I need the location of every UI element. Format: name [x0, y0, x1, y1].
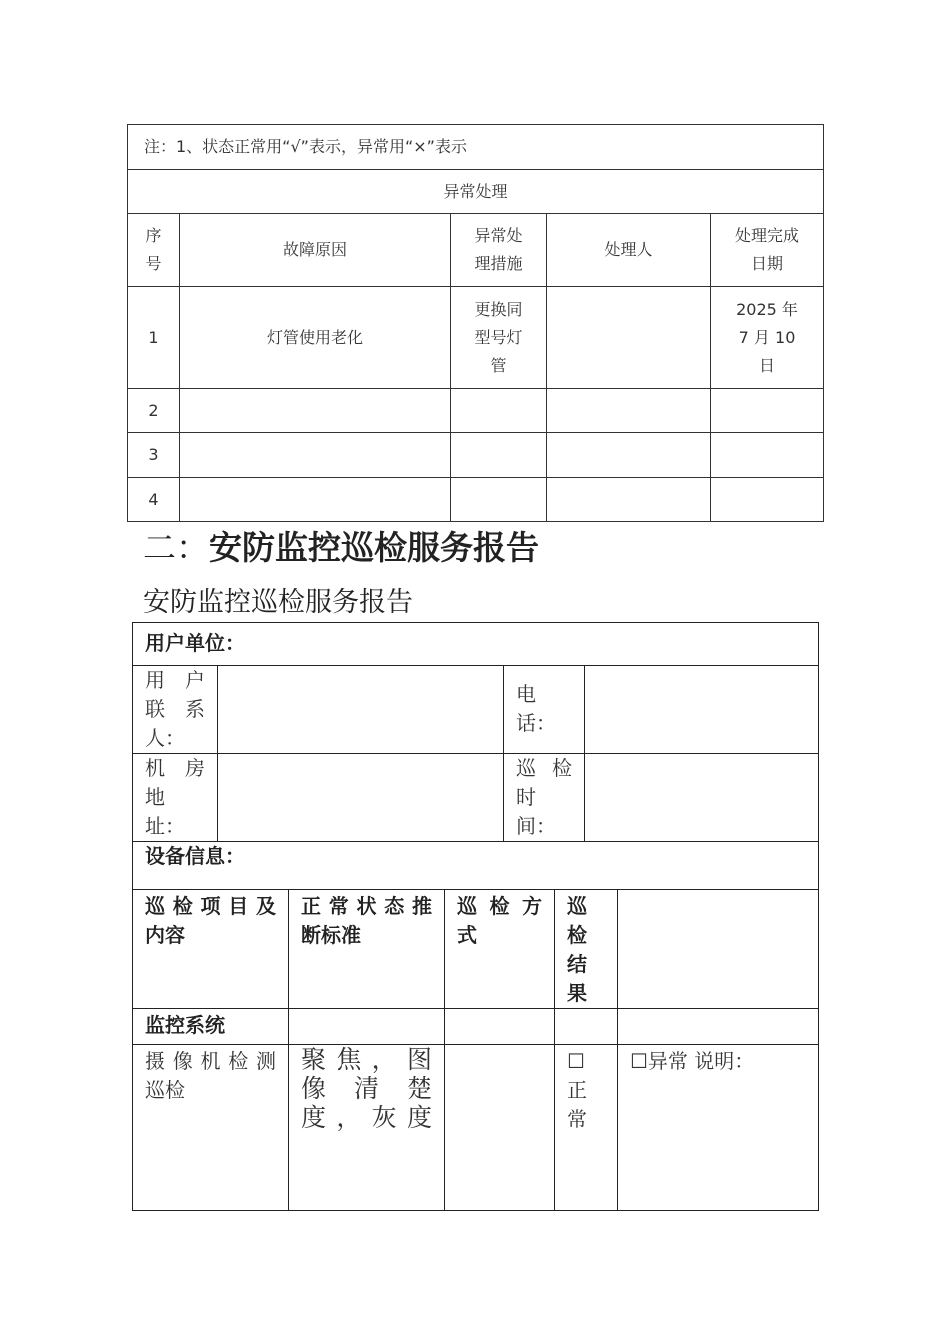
group-result: [555, 1009, 618, 1045]
header-date: 处理完成 日期: [711, 214, 824, 287]
header-item: 巡检项目及 内容: [133, 890, 289, 1009]
group-method: [445, 1009, 555, 1045]
room-address-value[interactable]: [218, 754, 504, 842]
group-label: 监控系统: [133, 1009, 289, 1045]
abnormal-checkbox[interactable]: ☐异常 说明：: [618, 1045, 819, 1211]
header-cause: 故障原因: [180, 214, 451, 287]
header-method: 巡检方 式: [445, 890, 555, 1009]
row-handler: [547, 433, 711, 478]
header-standard: 正常状态推 断标准: [289, 890, 445, 1009]
row-measure: 更换同 型号灯 管: [451, 287, 547, 389]
row-handler: [547, 287, 711, 389]
abnormal-handling-table: [127, 124, 824, 522]
row-handler: [547, 389, 711, 433]
group-standard: [289, 1009, 445, 1045]
phone-label: 电 话：: [504, 666, 585, 754]
phone-value[interactable]: [585, 666, 819, 754]
header-result: 巡 检 结 果: [555, 890, 618, 1009]
row-cause: [180, 389, 451, 433]
user-unit-label: 用户单位：: [133, 623, 819, 666]
row-seq: 1: [128, 287, 180, 389]
row-measure: [451, 389, 547, 433]
row-seq: 3: [128, 433, 180, 478]
row-date: 2025 年 7 月 10 日: [711, 287, 824, 389]
group-row: [133, 1009, 819, 1045]
row-cause: [180, 433, 451, 478]
table-row: [133, 1045, 819, 1211]
table-header-row: [128, 214, 824, 287]
table-row: [128, 433, 824, 478]
inspection-header-row: [133, 890, 819, 1009]
equipment-info-label: 设备信息：: [133, 842, 819, 890]
row-measure: [451, 433, 547, 478]
header-handler: 处理人: [547, 214, 711, 287]
table-row: [128, 478, 824, 522]
table-title: 异常处理: [128, 170, 824, 214]
table-row: [128, 287, 824, 389]
report-subtitle: 安防监控巡检服务报告: [143, 587, 413, 618]
header-blank: [618, 890, 819, 1009]
row-date: [711, 478, 824, 522]
header-seq: 序 号: [128, 214, 180, 287]
inspect-time-value[interactable]: [585, 754, 819, 842]
contact-label: 用户 联系 人：: [133, 666, 218, 754]
table-row: [128, 389, 824, 433]
camera-method: [445, 1045, 555, 1211]
row-cause: [180, 478, 451, 522]
row-seq: 2: [128, 389, 180, 433]
row-date: [711, 433, 824, 478]
camera-standard: 聚焦，图 像清楚 度，灰度: [289, 1045, 445, 1211]
status-note: 注：1、状态正常用“√”表示，异常用“×”表示: [128, 125, 824, 170]
row-date: [711, 389, 824, 433]
group-note: [618, 1009, 819, 1045]
row-measure: [451, 478, 547, 522]
row-seq: 4: [128, 478, 180, 522]
row-cause: 灯管使用老化: [180, 287, 451, 389]
inspection-report-table: [132, 622, 819, 1211]
normal-checkbox[interactable]: ☐ 正 常: [555, 1045, 618, 1211]
room-address-label: 机房 地 址：: [133, 754, 218, 842]
header-measure: 异常处 理措施: [451, 214, 547, 287]
camera-item: 摄像机检测 巡检: [133, 1045, 289, 1211]
inspect-time-label: 巡检 时 间：: [504, 754, 585, 842]
row-handler: [547, 478, 711, 522]
section-heading: 二：安防监控巡检服务报告: [143, 528, 539, 567]
contact-value[interactable]: [218, 666, 504, 754]
